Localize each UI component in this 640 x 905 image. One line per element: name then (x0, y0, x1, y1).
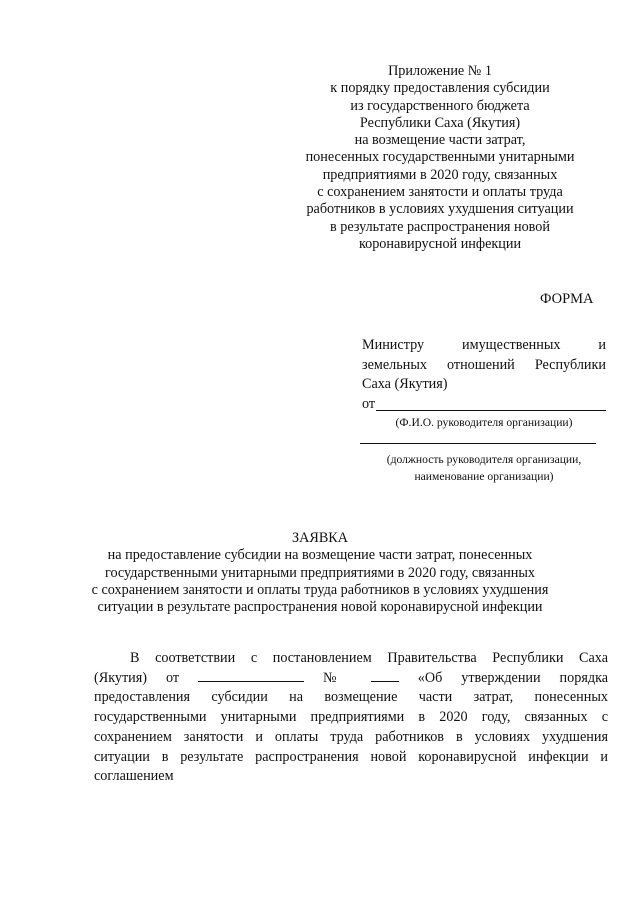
appendix-line: к порядку предоставления субсидии (330, 80, 550, 97)
appendix-line: работников в условиях ухудшения ситуации (306, 201, 574, 218)
form-label: ФОРМА (540, 291, 594, 307)
appendix-line: на возмещение части затрат, (354, 132, 526, 149)
heading-line: с сохранением занятости и оплаты труда работников в условиях ухудшения (91, 581, 549, 598)
body-line: соглашением (94, 768, 174, 785)
application-heading (60, 530, 580, 616)
resolution-number-field[interactable] (371, 669, 399, 682)
appendix-line: Республики Саха (Якутия) (359, 114, 521, 131)
heading-line: государственными унитарными предприятиями в 2020 году, связанных (105, 564, 535, 581)
body-paragraph (94, 649, 608, 787)
from-label: от (362, 395, 376, 412)
body-text-fragment: № (322, 669, 352, 686)
body-text-fragment: «Об утверждении порядка (417, 669, 609, 686)
head-name-caption: (Ф.И.О. руководителя организации) (395, 416, 573, 429)
heading-line: на предоставление субсидии на возмещение части затрат, понесенных (107, 547, 533, 564)
caption-line: (должность руководителя организации, (386, 453, 582, 466)
addressee-line: Министру имущественных и (362, 337, 606, 353)
body-line: В соответствии с постановлением Правительства Республики Саха (130, 650, 608, 666)
body-line: государственными унитарными предприятиями в 2020 году, связанных с (94, 709, 608, 726)
resolution-date-field[interactable] (198, 669, 304, 682)
heading-line: ситуации в результате распространения новой коронавирусной инфекции (97, 599, 543, 616)
appendix-line: из государственного бюджета (350, 97, 530, 114)
appendix-line: в результате распространения новой (330, 218, 550, 235)
position-org-field[interactable] (360, 443, 596, 444)
from-row (362, 395, 606, 415)
body-line (94, 669, 608, 689)
head-name-field[interactable] (376, 396, 606, 411)
caption-line: наименование организации) (414, 470, 554, 483)
addressee-block (362, 336, 606, 414)
appendix-header (250, 63, 630, 253)
body-line: сохранением занятости и оплаты труда работников в условиях ухудшения (94, 728, 608, 745)
addressee-line: земельных отношений Республики (362, 356, 606, 373)
appendix-line: с сохранением занятости и оплаты труда (317, 184, 563, 201)
body-line: предоставления субсидии на возмещение части затрат, понесенных (94, 689, 608, 706)
addressee-line: Саха (Якутия) (362, 376, 448, 392)
body-text-fragment: (Якутия) от (94, 669, 180, 686)
appendix-line: понесенных государственными унитарными (305, 149, 575, 166)
appendix-line: Приложение № 1 (388, 63, 492, 79)
appendix-line: коронавирусной инфекции (358, 235, 522, 252)
application-title: ЗАЯВКА (292, 530, 348, 546)
appendix-line: предприятиями в 2020 году, связанных (322, 166, 558, 183)
body-line: ситуации в результате распространения новой коронавирусной инфекции и (94, 748, 608, 765)
position-org-caption (362, 451, 606, 485)
